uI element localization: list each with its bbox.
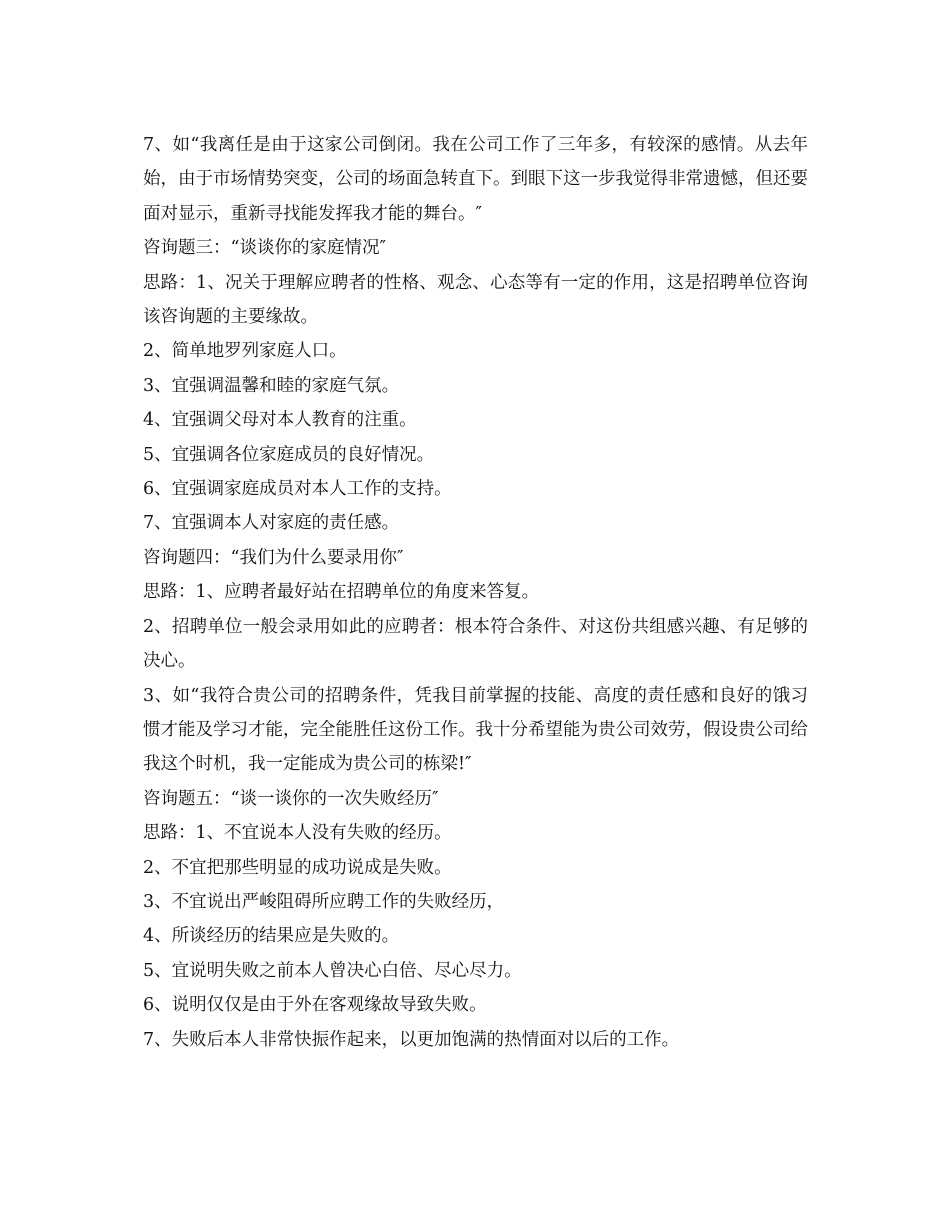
paragraph-q5-point-4: 4、所谈经历的结果应是失败的。 [143, 926, 400, 947]
paragraph-q4-approach-1: 思路：1、应聘者最好站在招聘单位的角度来答复。 [143, 582, 540, 603]
paragraph-q5-point-6: 6、说明仅仅是由于外在客观缘故导致失败。 [143, 995, 487, 1016]
document-body [143, 128, 808, 1057]
paragraph-q3-point-4: 4、宜强调父母对本人教育的注重。 [143, 410, 417, 431]
paragraph-q5-point-3: 3、不宜说出严峻阻碍所应聘工作的失败经历， [143, 891, 505, 912]
paragraph-q4-point-3: 3、如“我符合贵公司的招聘条件，凭我目前掌握的技能、高度的责任感和良好的饿习惯才能及学习才能，完全能胜任这份工作。我十分希望能为贵公司效劳，假设贵公司给我这个时机，我一定能成为贵公司的栋梁!″ [143, 685, 808, 775]
question-3-heading: 咨询题三：“谈谈你的家庭情况″ [143, 238, 386, 259]
question-4-heading: 咨询题四：“我们为什么要录用你″ [143, 547, 404, 568]
paragraph-q3-point-2: 2、简单地罗列家庭人口。 [143, 341, 347, 362]
paragraph-q5-approach-1: 思路：1、不宜说本人没有失败的经历。 [143, 823, 452, 844]
question-5-heading: 咨询题五：“谈一谈你的一次失败经历″ [143, 788, 439, 809]
paragraph-q4-point-2: 2、招聘单位一般会录用如此的应聘者：根本符合条件、对这份共组感兴趣、有足够的决心。 [143, 616, 808, 672]
paragraph-q3-point-7: 7、宜强调本人对家庭的责任感。 [143, 513, 400, 534]
paragraph-answer-7-company-closed: 7、如“我离任是由于这家公司倒闭。我在公司工作了三年多，有较深的感情。从去年始，由于市场情势突变，公司的场面急转直下。到眼下这一步我觉得非常遗憾，但还要面对显示，重新寻找能发挥我才能的舞台。″ [143, 135, 808, 224]
paragraph-q3-point-3: 3、宜强调温馨和睦的家庭气氛。 [143, 375, 400, 396]
paragraph-q5-point-7: 7、失败后本人非常快振作起来，以更加饱满的热情面对以后的工作。 [143, 1029, 680, 1050]
paragraph-q3-point-6: 6、宜强调家庭成员对本人工作的支持。 [143, 479, 452, 500]
paragraph-q5-point-5: 5、宜说明失败之前本人曾决心白倍、尽心尽力。 [143, 960, 522, 981]
paragraph-q3-approach-1: 思路：1、况关于理解应聘者的性格、观念、心态等有一定的作用，这是招聘单位咨询该咨询题的主要缘故。 [143, 272, 808, 328]
paragraph-q3-point-5: 5、宜强调各位家庭成员的良好情况。 [143, 444, 435, 465]
paragraph-q5-point-2: 2、不宜把那些明显的成功说成是失败。 [143, 857, 452, 878]
